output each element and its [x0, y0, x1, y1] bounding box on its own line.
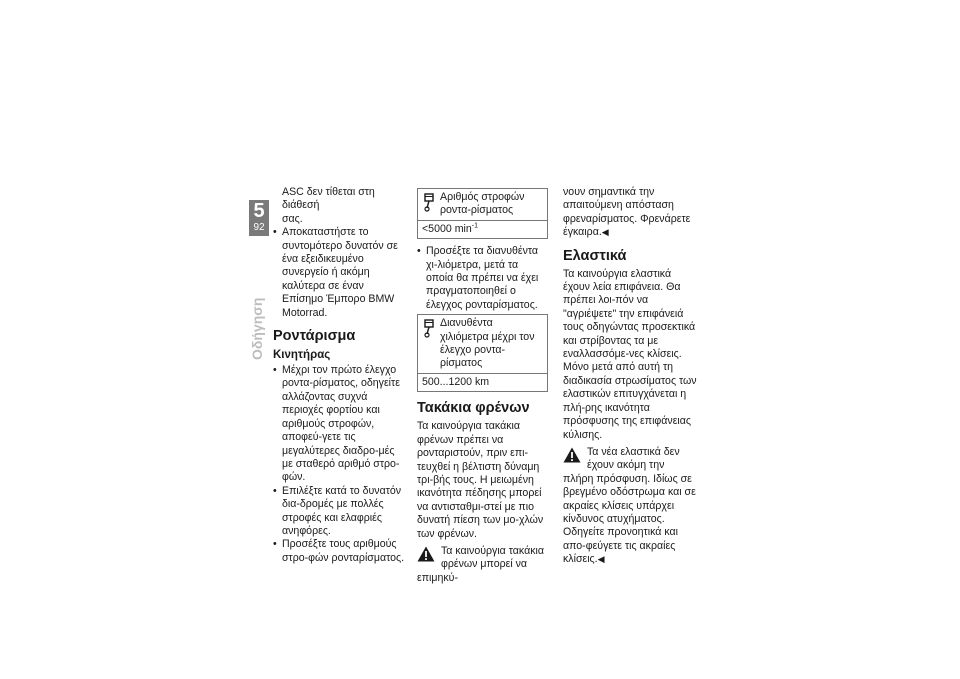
list-item: • Μέχρι τον πρώτο έλεγχο ροντα-ρίσματος, οδηγείτε αλλάζοντας συχνά περιοχές φορτίου και αριθμούς στροφών, αποφεύ-γετε τις μεγαλύτερες διαδρο-μές με σταθερό αριθμό στρο-φών. — [273, 364, 405, 485]
spec-value-exponent: -1 — [471, 222, 479, 230]
tyres-paragraph: Τα καινούργια ελαστικά έχουν λεία επιφάνεια. Θα πρέπει λοι-πόν να "αγριέψετε" την επιφάνειά τους οδηγώντας προσεκτικά και στρίβοντας τα με εναλλασσόμε-νες κλίσεις. Μόνο μετά από αυτή τη διαδικασία στρωσίματος των ελαστικών επιτυγχάνεται η πλή-ρης ικανότητα πρόσφυσης της επιφάνειας κύλισης. — [563, 267, 697, 441]
end-arrow-icon: ◀ — [601, 227, 609, 238]
spec-label: Αριθμός στροφών ροντα-ρίσματος — [440, 191, 525, 217]
spec-value-text: <5000 min — [422, 222, 472, 235]
page-number: 92 — [253, 222, 265, 233]
engine-bullet-list — [273, 364, 405, 565]
brake-pads-paragraph: Τα καινούργια τακάκια φρένων πρέπει να ρονταριστούν, πριν επι-τευχθεί η βέλτιστη δύναμη τρι-βής τους. Η μειωμένη ικανότητα πέδησης μπορεί να αντισταθμι-στεί με πιο δυνατή πίεση των μο-χλών των φρένων. — [417, 420, 544, 540]
warning-brake-pads — [417, 545, 548, 585]
top-bullet-list — [273, 226, 405, 320]
column-3 — [563, 186, 697, 567]
spec-value — [418, 220, 547, 238]
intro-line-2: σας. — [282, 212, 303, 225]
subheading-engine: Κινητήρας — [273, 349, 331, 362]
section-heading-tyres: Ελαστικά — [563, 247, 627, 264]
engine-piston-icon — [422, 193, 436, 213]
list-item: • Προσέξτε τα διανυθέντα χι-λιόμετρα, μετά τα οποία θα πρέπει να έχει πραγματοποιηθεί ο έλεγχος ρονταρίσματος. — [417, 245, 548, 312]
chapter-side-title: Οδήγηση — [249, 297, 265, 360]
spec-box-rpm — [417, 188, 548, 239]
end-arrow-icon: ◀ — [597, 554, 605, 565]
column-1 — [273, 186, 405, 565]
column-2 — [417, 186, 548, 585]
engine-piston-icon — [422, 319, 436, 339]
intro-line-1: ASC δεν τίθεται στη διάθεσή — [282, 186, 375, 212]
spec-box-mileage — [417, 314, 548, 392]
chapter-tab — [249, 200, 269, 236]
section-heading-brake-pads: Τακάκια φρένων — [417, 400, 530, 417]
list-item: • Αποκαταστήστε το συντομότερο δυνατόν σε ένα εξειδικευμένο συνεργείο ή ακόμη καλύτερα σε έναν Επίσημο Έμπορο BMW Motorrad. — [273, 226, 405, 320]
tyres-warning-tail-text: Οδηγείτε προνοητικά και απο-φεύγετε τις ακραίες κλίσεις. — [563, 526, 678, 566]
brake-pads-continued — [563, 186, 697, 240]
list-item: • Προσέξτε τους αριθμούς στρο-φών ρονταρίσματος. — [273, 538, 405, 565]
tyres-warning-tail — [563, 526, 697, 566]
list-item: • Επιλέξτε κατά το δυνατόν δια-δρομές με πολλές στροφές και ελαφριές ανηφόρες. — [273, 485, 405, 539]
warning-triangle-icon — [563, 447, 581, 463]
warning-triangle-icon — [417, 546, 435, 562]
brake-pads-continued-text: νουν σημαντικά την απαιτούμενη απόσταση φρεναρίσματος. Φρενάρετε έγκαιρα. — [563, 186, 691, 239]
warning-tyres — [563, 446, 697, 526]
chapter-number: 5 — [253, 200, 265, 222]
warning-text: Τα νέα ελαστικά δεν έχουν ακόμη την πλήρη πρόσφυση. Ιδίως σε βρεγμένο οδόστρωμα και σε ακραίες κλίσεις υπάρχει κίνδυνος ατυχήματος. — [563, 445, 696, 525]
spec-value: 500...1200 km — [418, 373, 547, 391]
section-heading-running-in: Ροντάρισμα — [273, 328, 356, 345]
spec-label: Διανυθέντα χιλιόμετρα μέχρι τον έλεγχο ροντα-ρίσματος — [440, 317, 535, 370]
mileage-bullet-list — [417, 245, 548, 312]
warning-text: Τα καινούργια τακάκια φρένων μπορεί να επιμηκύ- — [417, 544, 544, 584]
